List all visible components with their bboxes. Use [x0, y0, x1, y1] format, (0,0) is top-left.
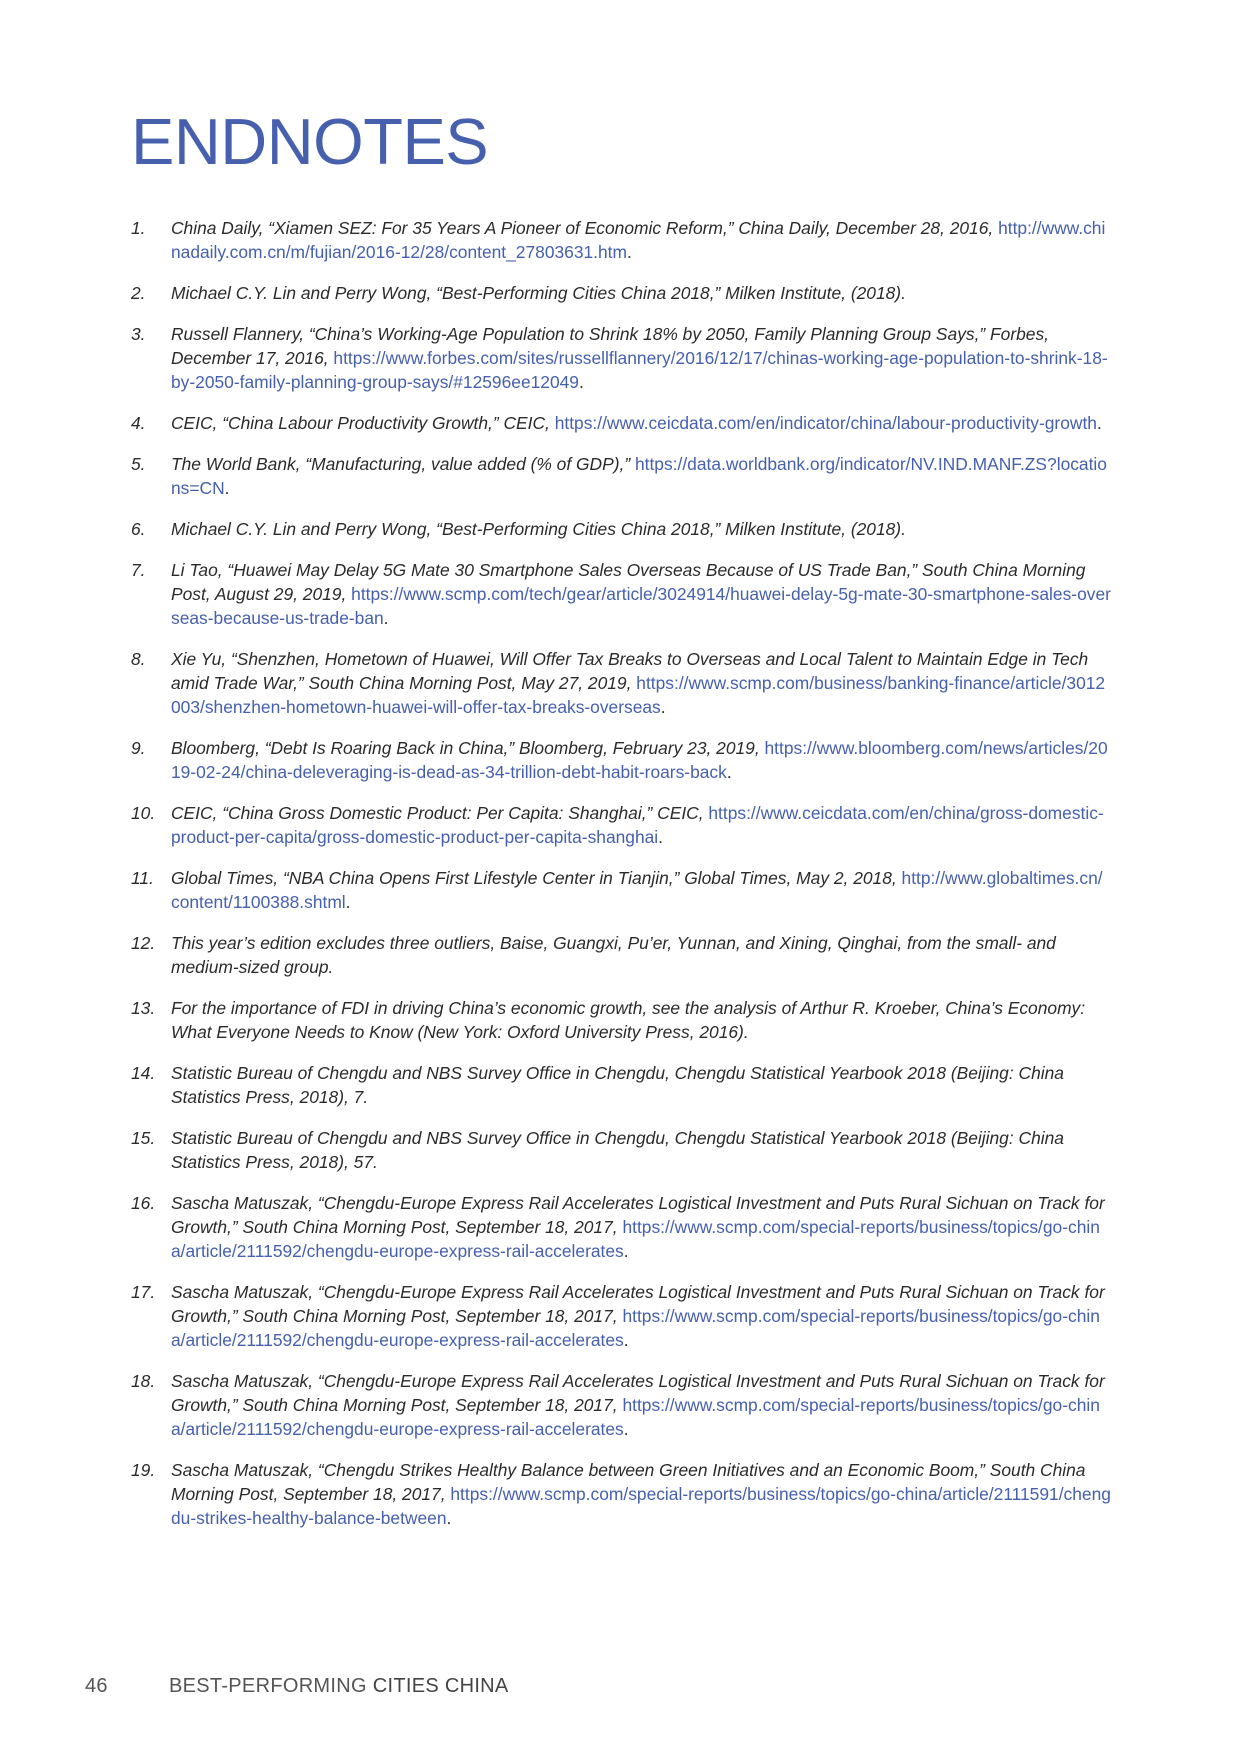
endnote-item	[131, 866, 1111, 914]
endnote-number: 13.	[131, 998, 156, 1018]
endnote-period: .	[660, 697, 666, 717]
endnote-period: .	[578, 372, 584, 392]
endnote-citation: This year’s edition excludes three outliers, Baise, Guangxi, Pu’er, Yunnan, and Xining, Qinghai, from the small- and medium-sized group.	[171, 933, 1056, 977]
endnote-period: .	[345, 892, 351, 912]
endnote-text	[171, 558, 1111, 630]
endnote-number: 11.	[131, 868, 154, 888]
endnote-item	[131, 736, 1111, 784]
endnote-period: .	[623, 1330, 629, 1350]
endnote-citation: CEIC, “China Labour Productivity Growth,” CEIC,	[171, 413, 555, 433]
endnote-number: 1.	[131, 218, 146, 238]
endnote-citation: China Daily, “Xiamen SEZ: For 35 Years A Pioneer of Economic Reform,” China Daily, December 28, 2016,	[171, 218, 999, 238]
endnote-text	[171, 866, 1111, 914]
endnote-citation: Michael C.Y. Lin and Perry Wong, “Best-Performing Cities China 2018,” Milken Institute, (2018).	[171, 519, 906, 539]
endnote-text	[171, 1458, 1111, 1530]
endnote-text	[171, 1280, 1111, 1352]
page-footer	[85, 1672, 509, 1700]
endnote-item	[131, 1126, 1111, 1174]
endnote-item	[131, 452, 1111, 500]
endnote-item	[131, 1369, 1111, 1441]
endnote-text	[171, 322, 1111, 394]
endnote-period: .	[383, 608, 389, 628]
endnote-citation: Statistic Bureau of Chengdu and NBS Survey Office in Chengdu, Chengdu Statistical Yearbook 2018 (Beijing: China Statistics Press, 2018), 57.	[171, 1128, 1064, 1172]
endnote-text	[171, 452, 1111, 500]
endnote-citation: Global Times, “NBA China Opens First Lifestyle Center in Tianjin,” Global Times, May 2, 2018,	[171, 868, 902, 888]
endnote-citation: The World Bank, “Manufacturing, value added (% of GDP),”	[171, 454, 635, 474]
endnote-citation: Sascha Matuszak, “Chengdu-Europe Express Rail Accelerates Logistical Investment and Puts Rural Sichuan on Track for Growth,” South China Morning Post, September 18, 2017,	[171, 1282, 1105, 1326]
endnote-link[interactable]: https://www.forbes.com/sites/russellflannery/2016/12/17/chinas-working-age-population-to-shrink-18-by-2050-family-planning-group-says/#12596ee12049	[171, 348, 1108, 392]
endnote-number: 6.	[131, 519, 146, 539]
endnote-item	[131, 996, 1111, 1044]
endnote-item	[131, 281, 1111, 305]
endnote-citation: Bloomberg, “Debt Is Roaring Back in China,” Bloomberg, February 23, 2019,	[171, 738, 765, 758]
endnote-text	[171, 517, 1111, 541]
endnote-citation: Li Tao, “Huawei May Delay 5G Mate 30 Smartphone Sales Overseas Because of US Trade Ban,” South China Morning Post, August 29, 2019,	[171, 560, 1086, 604]
endnote-text	[171, 647, 1111, 719]
endnote-text	[171, 1126, 1111, 1174]
endnotes-list	[131, 216, 1111, 1547]
endnote-period: .	[623, 1241, 629, 1261]
endnote-link[interactable]: https://data.worldbank.org/indicator/NV.IND.MANF.ZS?locations=CN	[171, 454, 1107, 498]
endnote-link[interactable]: https://www.scmp.com/special-reports/business/topics/go-china/article/2111591/chengdu-strikes-healthy-balance-between	[171, 1484, 1111, 1528]
endnote-period: .	[446, 1508, 452, 1528]
endnote-number: 9.	[131, 738, 146, 758]
endnote-link[interactable]: https://www.scmp.com/special-reports/business/topics/go-china/article/2111592/chengdu-europe-express-rail-accelerates	[171, 1395, 1100, 1439]
endnote-item	[131, 1280, 1111, 1352]
endnote-link[interactable]: http://www.chinadaily.com.cn/m/fujian/2016-12/28/content_27803631.htm	[171, 218, 1106, 262]
endnote-number: 19.	[131, 1460, 156, 1480]
endnote-period: .	[627, 242, 632, 262]
endnote-number: 12.	[131, 933, 156, 953]
publication-title-part-2: CITIES CHINA	[372, 1675, 509, 1697]
endnote-citation: Sascha Matuszak, “Chengdu Strikes Healthy Balance between Green Initiatives and an Economic Boom,” South China Morning Post, September 18, 2017,	[171, 1460, 1086, 1504]
endnote-item	[131, 216, 1111, 264]
endnote-number: 17.	[131, 1282, 156, 1302]
endnote-text	[171, 801, 1111, 849]
endnote-number: 10.	[131, 803, 156, 823]
page-title: ENDNOTES	[131, 105, 489, 178]
endnote-text	[171, 1369, 1111, 1441]
endnote-item	[131, 801, 1111, 849]
endnote-number: 14.	[131, 1063, 156, 1083]
endnote-link[interactable]: http://www.globaltimes.cn/content/1100388.shtml	[171, 868, 1103, 912]
endnote-item	[131, 411, 1111, 435]
endnote-number: 16.	[131, 1193, 156, 1213]
endnote-number: 18.	[131, 1371, 156, 1391]
endnote-link[interactable]: https://www.scmp.com/business/banking-finance/article/3012003/shenzhen-hometown-huawei-will-offer-tax-breaks-overseas	[171, 673, 1106, 717]
endnote-period: .	[224, 478, 230, 498]
publication-title	[169, 1675, 509, 1697]
endnote-text	[171, 996, 1111, 1044]
endnote-period: .	[658, 827, 664, 847]
endnote-number: 4.	[131, 413, 146, 433]
endnote-period: .	[726, 762, 732, 782]
endnote-item	[131, 1191, 1111, 1263]
endnote-item	[131, 322, 1111, 394]
endnote-citation: Sascha Matuszak, “Chengdu-Europe Express Rail Accelerates Logistical Investment and Puts Rural Sichuan on Track for Growth,” South China Morning Post, September 18, 2017,	[171, 1371, 1105, 1415]
endnote-item	[131, 558, 1111, 630]
page-number: 46	[85, 1675, 108, 1697]
endnote-link[interactable]: https://www.scmp.com/tech/gear/article/3024914/huawei-delay-5g-mate-30-smartphone-sales-overseas-because-us-trade-ban	[171, 584, 1111, 628]
endnote-number: 8.	[131, 649, 146, 669]
endnote-link[interactable]: https://www.scmp.com/special-reports/business/topics/go-china/article/2111592/chengdu-europe-express-rail-accelerates	[171, 1217, 1100, 1261]
endnote-number: 7.	[131, 560, 146, 580]
endnote-text	[171, 1061, 1111, 1109]
endnote-text	[171, 281, 1111, 305]
endnote-item	[131, 647, 1111, 719]
endnote-link[interactable]: https://www.ceicdata.com/en/indicator/china/labour-productivity-growth	[554, 413, 1097, 433]
endnote-item	[131, 931, 1111, 979]
endnote-number: 2.	[131, 283, 146, 303]
endnote-citation: Statistic Bureau of Chengdu and NBS Survey Office in Chengdu, Chengdu Statistical Yearbook 2018 (Beijing: China Statistics Press, 2018), 7.	[171, 1063, 1064, 1107]
endnote-period: .	[1096, 413, 1102, 433]
endnote-link[interactable]: https://www.ceicdata.com/en/china/gross-domestic-product-per-capita/gross-domestic-product-per-capita-shanghai	[171, 803, 1104, 847]
endnote-item	[131, 517, 1111, 541]
endnote-citation: CEIC, “China Gross Domestic Product: Per Capita: Shanghai,” CEIC,	[171, 803, 709, 823]
endnote-text	[171, 216, 1111, 264]
endnote-text	[171, 736, 1111, 784]
endnote-text	[171, 411, 1111, 435]
endnote-citation: Xie Yu, “Shenzhen, Hometown of Huawei, Will Offer Tax Breaks to Overseas and Local Talent to Maintain Edge in Tech amid Trade War,” South China Morning Post, May 27, 2019,	[171, 649, 1089, 693]
endnote-number: 5.	[131, 454, 146, 474]
endnote-item	[131, 1458, 1111, 1530]
endnote-citation: Sascha Matuszak, “Chengdu-Europe Express Rail Accelerates Logistical Investment and Puts Rural Sichuan on Track for Growth,” South China Morning Post, September 18, 2017,	[171, 1193, 1105, 1237]
endnote-text	[171, 931, 1111, 979]
endnote-citation: Russell Flannery, “China’s Working-Age Population to Shrink 18% by 2050, Family Planning Group Says,” Forbes, December 17, 2016,	[171, 324, 1049, 368]
endnote-period: .	[623, 1419, 629, 1439]
endnote-item	[131, 1061, 1111, 1109]
endnote-text	[171, 1191, 1111, 1263]
endnote-number: 15.	[131, 1128, 156, 1148]
endnote-link[interactable]: https://www.scmp.com/special-reports/business/topics/go-china/article/2111592/chengdu-europe-express-rail-accelerates	[171, 1306, 1100, 1350]
endnote-link[interactable]: https://www.bloomberg.com/news/articles/2019-02-24/china-deleveraging-is-dead-as-34-trillion-debt-habit-roars-back	[171, 738, 1108, 782]
endnote-citation: For the importance of FDI in driving China’s economic growth, see the analysis of Arthur R. Kroeber, China’s Economy: What Everyone Needs to Know (New York: Oxford University Press, 2016).	[171, 998, 1086, 1042]
endnote-number: 3.	[131, 324, 146, 344]
publication-title-part-1: BEST-PERFORMING	[169, 1675, 373, 1697]
endnote-citation: Michael C.Y. Lin and Perry Wong, “Best-Performing Cities China 2018,” Milken Institute, (2018).	[171, 283, 906, 303]
